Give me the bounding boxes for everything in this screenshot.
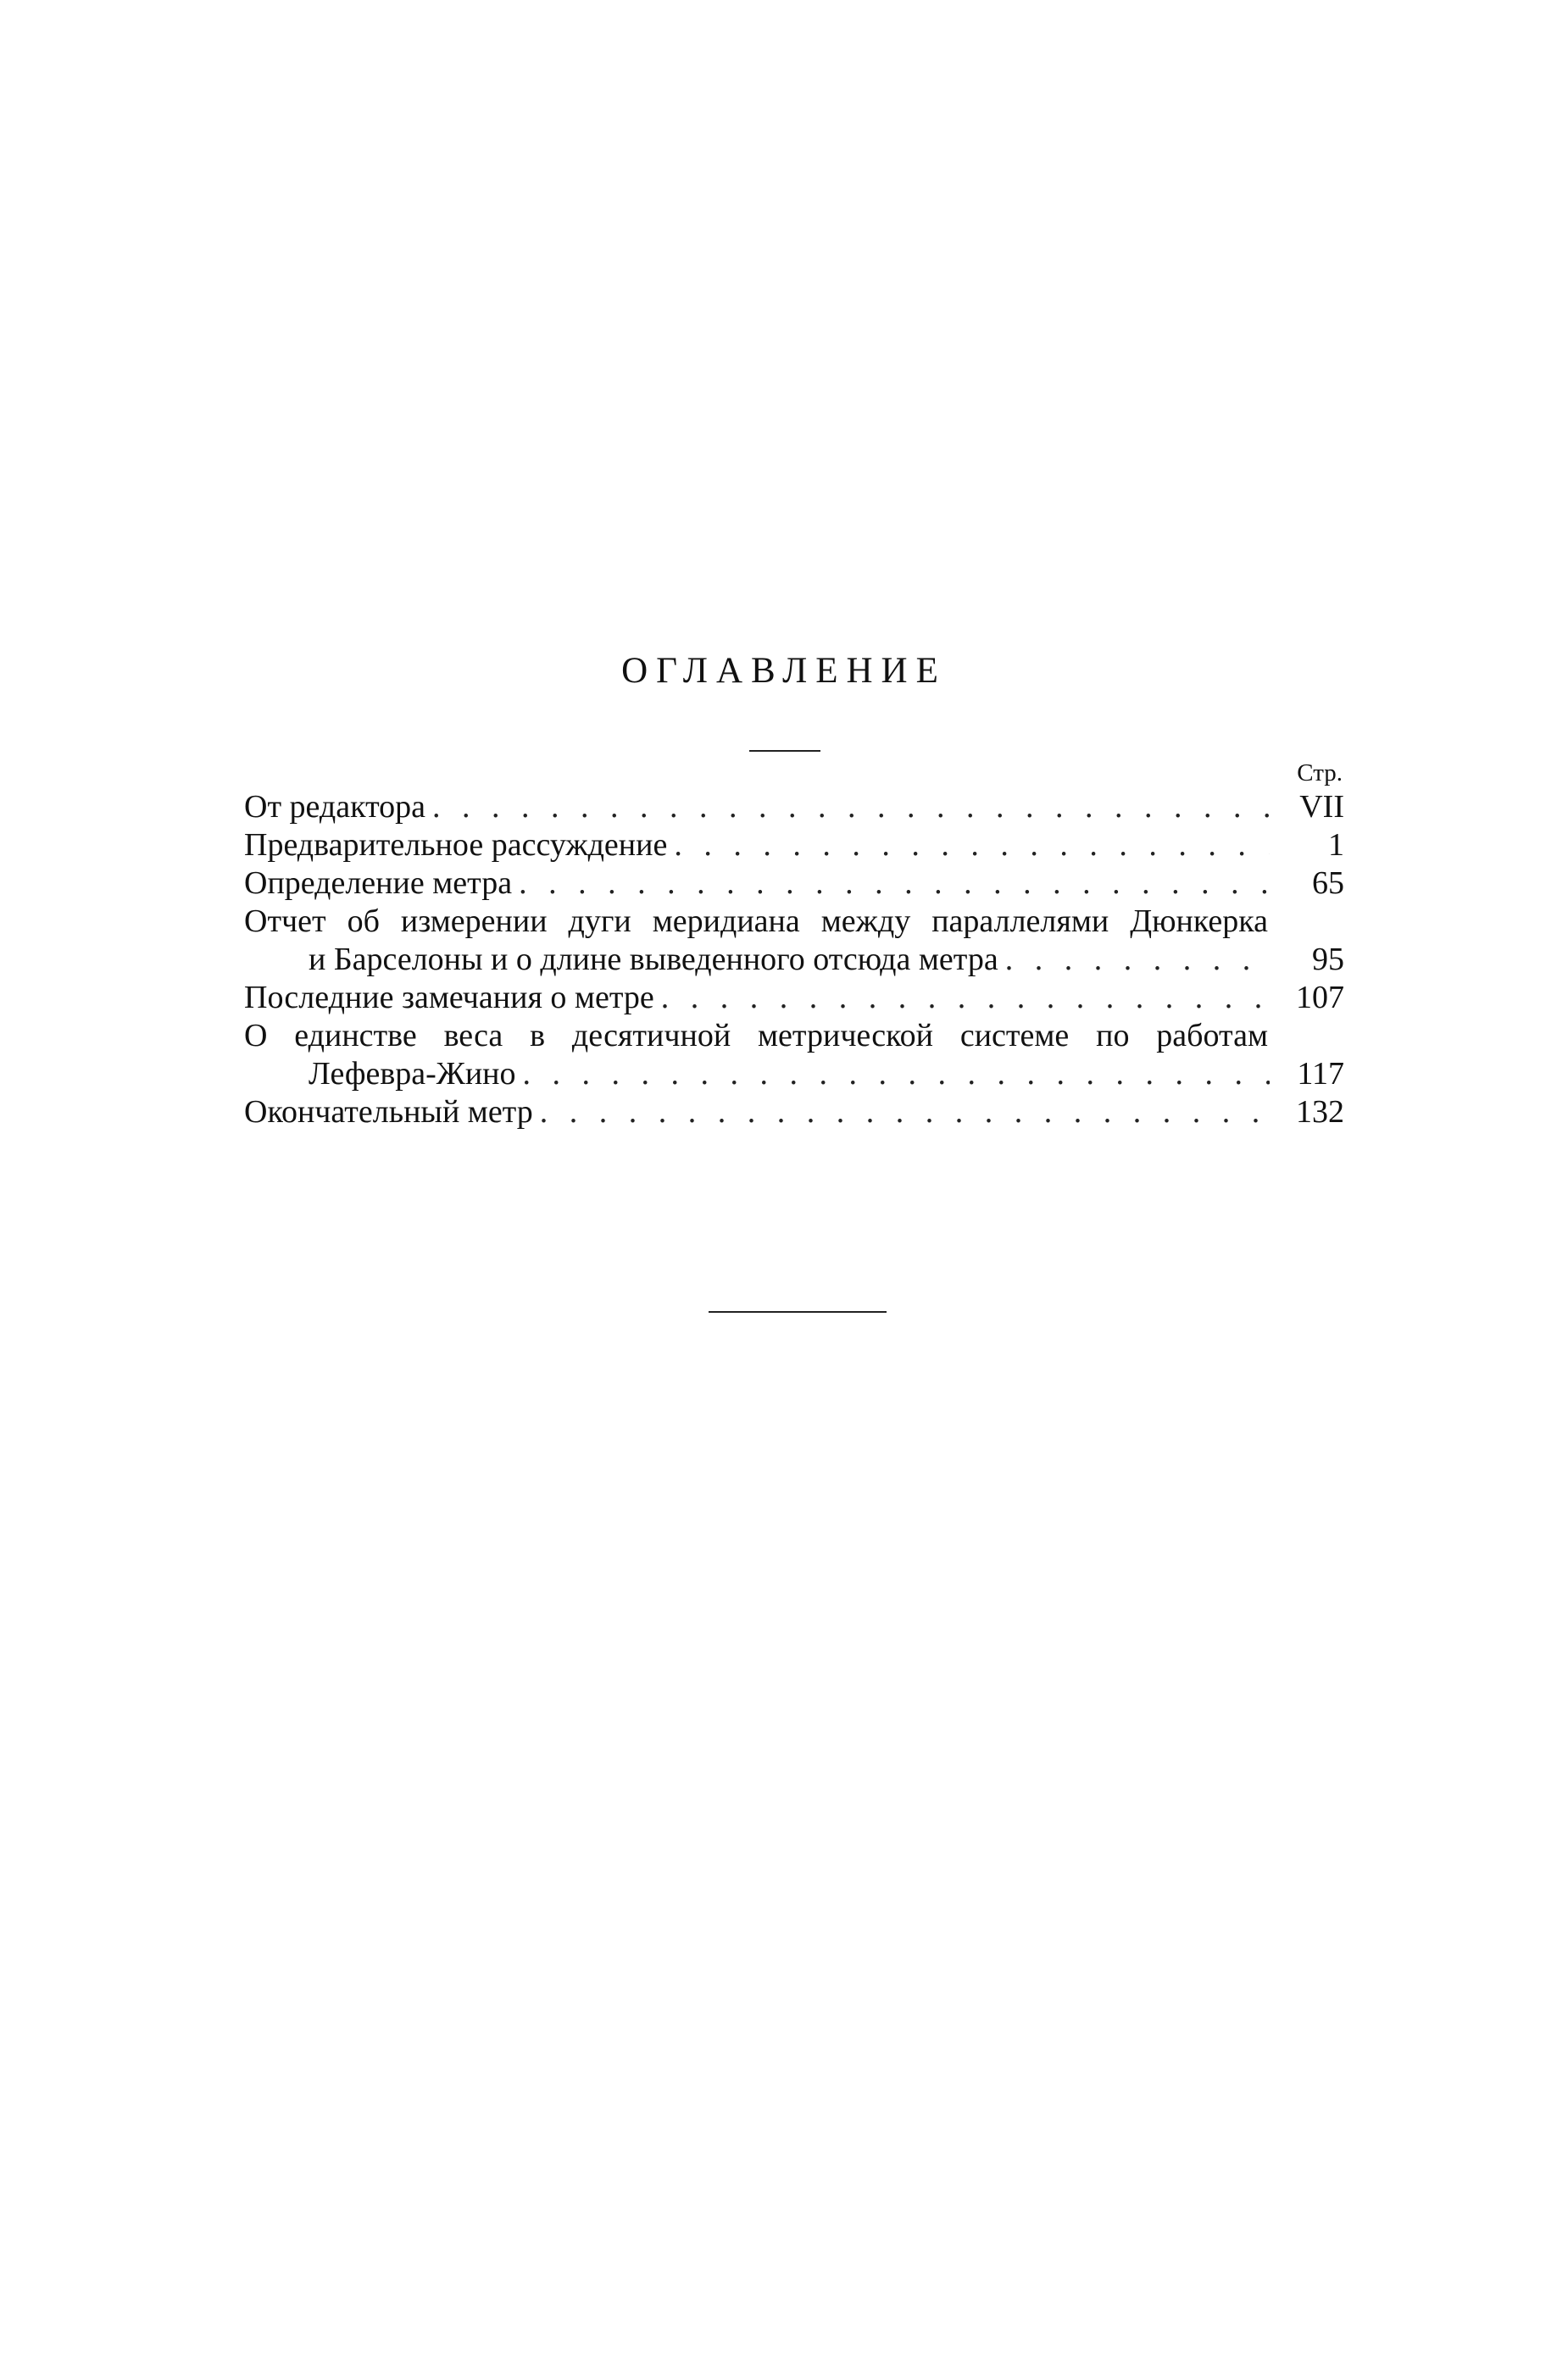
toc-entry[interactable] [244, 826, 1344, 864]
dot-leader [1005, 941, 1270, 979]
toc-entry[interactable] [244, 1093, 1344, 1131]
toc-entry-title: Определение метра [244, 865, 513, 901]
toc-entry[interactable] [244, 979, 1344, 1017]
table-of-contents [244, 788, 1344, 1131]
toc-entry-page: 65 [1312, 865, 1344, 901]
toc-entry-title: Окончательный метр [244, 1094, 533, 1130]
toc-entry-page: 117 [1297, 1056, 1344, 1092]
toc-entry-page: 1 [1328, 827, 1344, 863]
toc-entry-page: 132 [1296, 1094, 1344, 1130]
toc-entry-title: Предварительное рассуждение [244, 827, 668, 863]
toc-entry-title: и Барселоны и о длине выведенного отсюда метра [309, 942, 998, 977]
toc-entry-title-line: О единстве веса в десятичной метрической системе по работам [244, 1018, 1268, 1053]
end-divider [709, 1311, 887, 1313]
toc-entry-title: Последние замечания о метре [244, 980, 654, 1015]
toc-entry[interactable] [244, 864, 1344, 903]
title-divider [749, 750, 820, 752]
page-title: ОГЛАВЛЕНИЕ [621, 651, 947, 691]
dot-leader [661, 979, 1270, 1017]
page-column-label: Стр. [1297, 759, 1343, 786]
toc-entry-title-line: Отчет об измерении дуги меридиана между параллелями Дюнкерка [244, 903, 1268, 939]
toc-entry[interactable] [244, 903, 1344, 979]
dot-leader [674, 826, 1270, 864]
toc-entry-title: Лефевра-Жино [309, 1056, 516, 1092]
dot-leader [523, 1055, 1270, 1093]
toc-entry[interactable] [244, 1017, 1344, 1093]
toc-entry[interactable] [244, 788, 1344, 826]
toc-entry-title: От редактора [244, 789, 426, 825]
toc-entry-page: VII [1299, 789, 1344, 825]
toc-entry-page: 107 [1296, 980, 1344, 1015]
dot-leader [432, 788, 1270, 826]
dot-leader [540, 1093, 1270, 1131]
dot-leader [519, 864, 1270, 903]
toc-entry-page: 95 [1312, 942, 1344, 977]
